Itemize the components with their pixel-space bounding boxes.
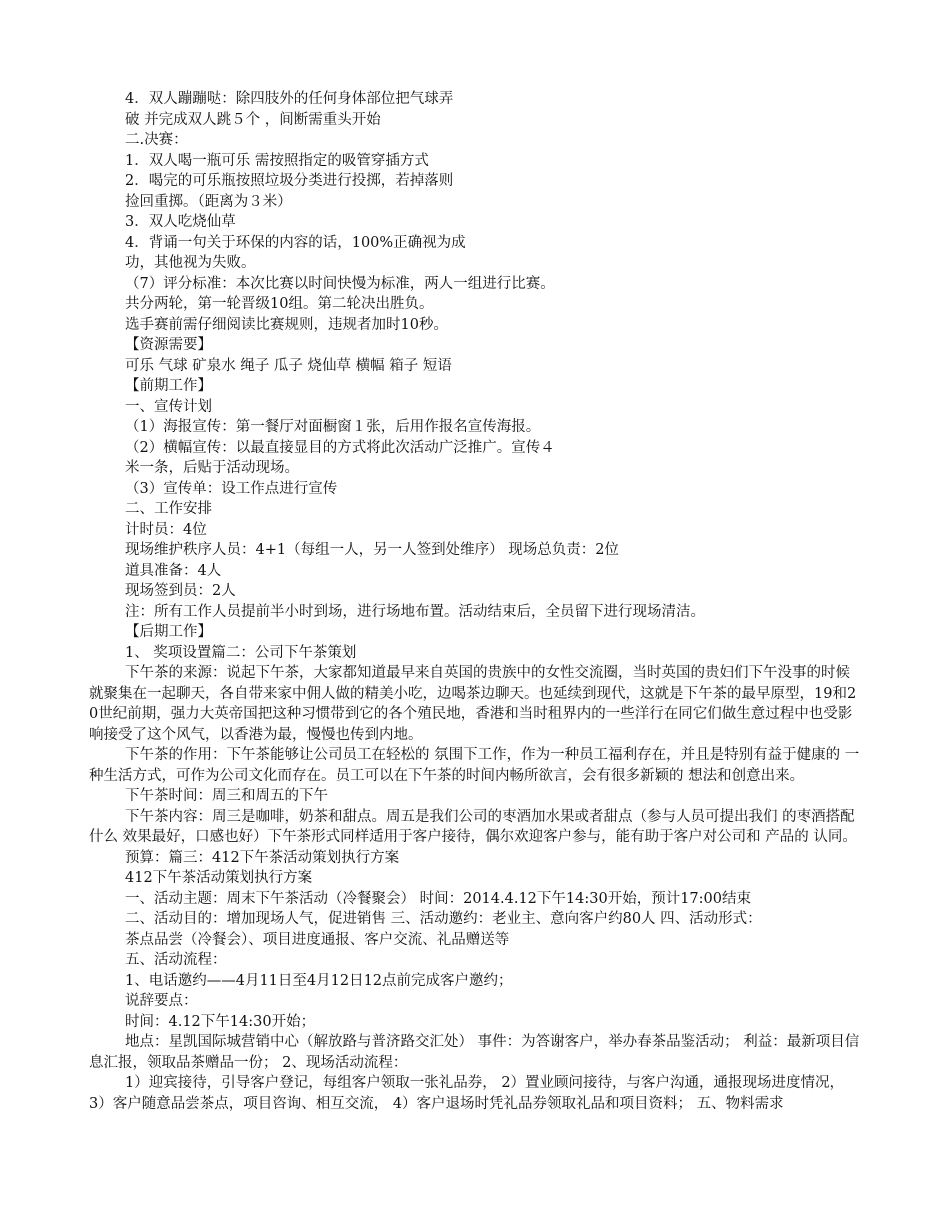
text-paragraph: 下午茶的作用：下午茶能够让公司员工在轻松的 氛围下工作，作为一种员工福利存在，并且是特别有益于健康的 一种生活方式，可作为公司文化而存在。员工可以在下午茶的时间内畅所欲言，会有很多新颖的 想法和创意出来。: [89, 747, 860, 784]
text-paragraph: 捡回重掷。（距离为３米）: [125, 193, 292, 210]
text-paragraph: 地点：星凯国际城营销中心（解放路与普济路交汇处） 事件：为答谢客户，举办春茶品鉴活动； 利益：最新项目信息汇报，领取品茶赠品一份； 2、现场活动流程：: [89, 1034, 860, 1071]
text-paragraph: 1）迎宾接待，引导客户登记，每组客户领取一张礼品券， 2）置业顾问接待，与客户沟通，通报现场进度情况， 3）客户随意品尝茶点，项目咨询、相互交流， 4）客户退场时凭礼品券领取礼品和项目资料； 五、物料需求: [89, 1075, 845, 1112]
text-paragraph: 注：所有工作人员提前半小时到场，进行场地布置。活动结束后，全员留下进行现场清洁。: [125, 603, 705, 620]
text-paragraph: （3）宣传单：设工作点进行宣传: [125, 480, 338, 497]
text-paragraph: 说辞要点：: [125, 993, 198, 1009]
document-body: [89, 89, 861, 1114]
text-paragraph: 时间：4.12下午14:30开始；: [125, 1013, 316, 1030]
text-paragraph: 下午茶内容：周三是咖啡，奶茶和甜点。周五是我们公司的枣酒加水果或者甜点（参与人员可提出我们 的枣酒搭配什么 效果最好，口感也好）下午茶形式同样适用于客户接待，偶尔欢迎客户参与，能有助于客户对公司和 产品的 认同。: [89, 808, 857, 845]
text-paragraph: 【前期工作】: [125, 378, 212, 394]
text-paragraph: 共分两轮，第一轮晋级10组。第二轮决出胜负。: [125, 296, 434, 312]
text-paragraph: 现场维护秩序人员：4+1（每组一人，另一人签到处维序） 现场总负责：2位: [125, 542, 619, 558]
text-paragraph: 二、活动目的：增加现场人气，促进销售 三、活动邀约：老业主、意向客户约80人 四、活动形式：: [125, 911, 762, 927]
text-paragraph: 3．双人吃烧仙草: [125, 214, 236, 230]
text-paragraph: 破 并完成双人跳５个 ，间断需重头开始: [125, 111, 381, 128]
text-paragraph: 4．双人蹦蹦哒：除四肢外的任何身体部位把气球弄: [125, 91, 454, 107]
text-paragraph: 选手赛前需仔细阅读比赛规则，违规者加时10秒。: [125, 316, 448, 333]
text-paragraph: 道具准备：4人: [125, 562, 222, 579]
text-paragraph: 下午茶时间：周三和周五的下午: [125, 788, 328, 804]
text-paragraph: 412下午茶活动策划执行方案: [125, 870, 313, 886]
text-paragraph: 1．双人喝一瓶可乐 需按照指定的吸管穿插方式: [125, 152, 429, 169]
text-paragraph: （1）海报宣传：第一餐厅对面橱窗１张，后用作报名宣传海报。: [125, 419, 541, 435]
text-paragraph: 1、 奖项设置篇二：公司下午茶策划: [125, 644, 357, 661]
text-paragraph: 二.决赛：: [125, 132, 188, 148]
text-paragraph: 计时员：4位: [125, 521, 207, 538]
text-paragraph: 【资源需要】: [125, 337, 212, 353]
text-paragraph: 一、宣传计划: [125, 398, 212, 415]
text-paragraph: 2．喝完的可乐瓶按照垃圾分类进行投掷，若掉落则: [125, 173, 454, 189]
text-paragraph: 现场签到员：2人: [125, 583, 236, 599]
text-paragraph: （2）横幅宣传：以最直接显目的方式将此次活动广泛推广。宣传４: [125, 439, 555, 456]
text-paragraph: 一、活动主题：周末下午茶活动（冷餐聚会） 时间：2014.4.12下午14:30开始，预计17:00结束: [125, 890, 751, 907]
text-paragraph: 预算：篇三：412下午茶活动策划执行方案: [125, 849, 400, 866]
text-paragraph: 可乐 气球 矿泉水 绳子 瓜子 烧仙草 横幅 箱子 短语: [125, 357, 452, 374]
text-paragraph: （7）评分标准：本次比赛以时间快慢为标准，两人一组进行比赛。: [125, 275, 555, 292]
text-paragraph: 五、活动流程：: [125, 952, 227, 968]
text-paragraph: 1、电话邀约——4月11日至4月12日12点前完成客户邀约；: [125, 972, 513, 989]
text-paragraph: 米一条，后贴于活动现场。: [125, 460, 299, 476]
text-paragraph: 【后期工作】: [125, 624, 212, 640]
text-paragraph: 功，其他视为失败。: [125, 255, 256, 271]
text-paragraph: 茶点品尝（冷餐会）、项目进度通报、客户交流、礼品赠送等: [125, 931, 510, 948]
text-paragraph: 下午茶的来源：说起下午茶，大家都知道最早来自英国的贵族中的女性交流圈，当时英国的贵妇们下午没事的时候就聚集在一起聊天，各自带来家中佣人做的精美小吃，边喝茶边聊天。也延续到现代，这就是下午茶的最早原型，19和20世纪前期，强力大英帝国把这种习惯带到它的各个殖民地，香港和当时租界内的一些洋行在同它们做生意过程中也受影响接受了这个风气，以香港为最，慢慢也传到内地。: [89, 665, 857, 743]
text-paragraph: 二、工作安排: [125, 501, 212, 517]
text-paragraph: 4．背诵一句关于环保的内容的话，100%正确视为成: [125, 234, 466, 251]
